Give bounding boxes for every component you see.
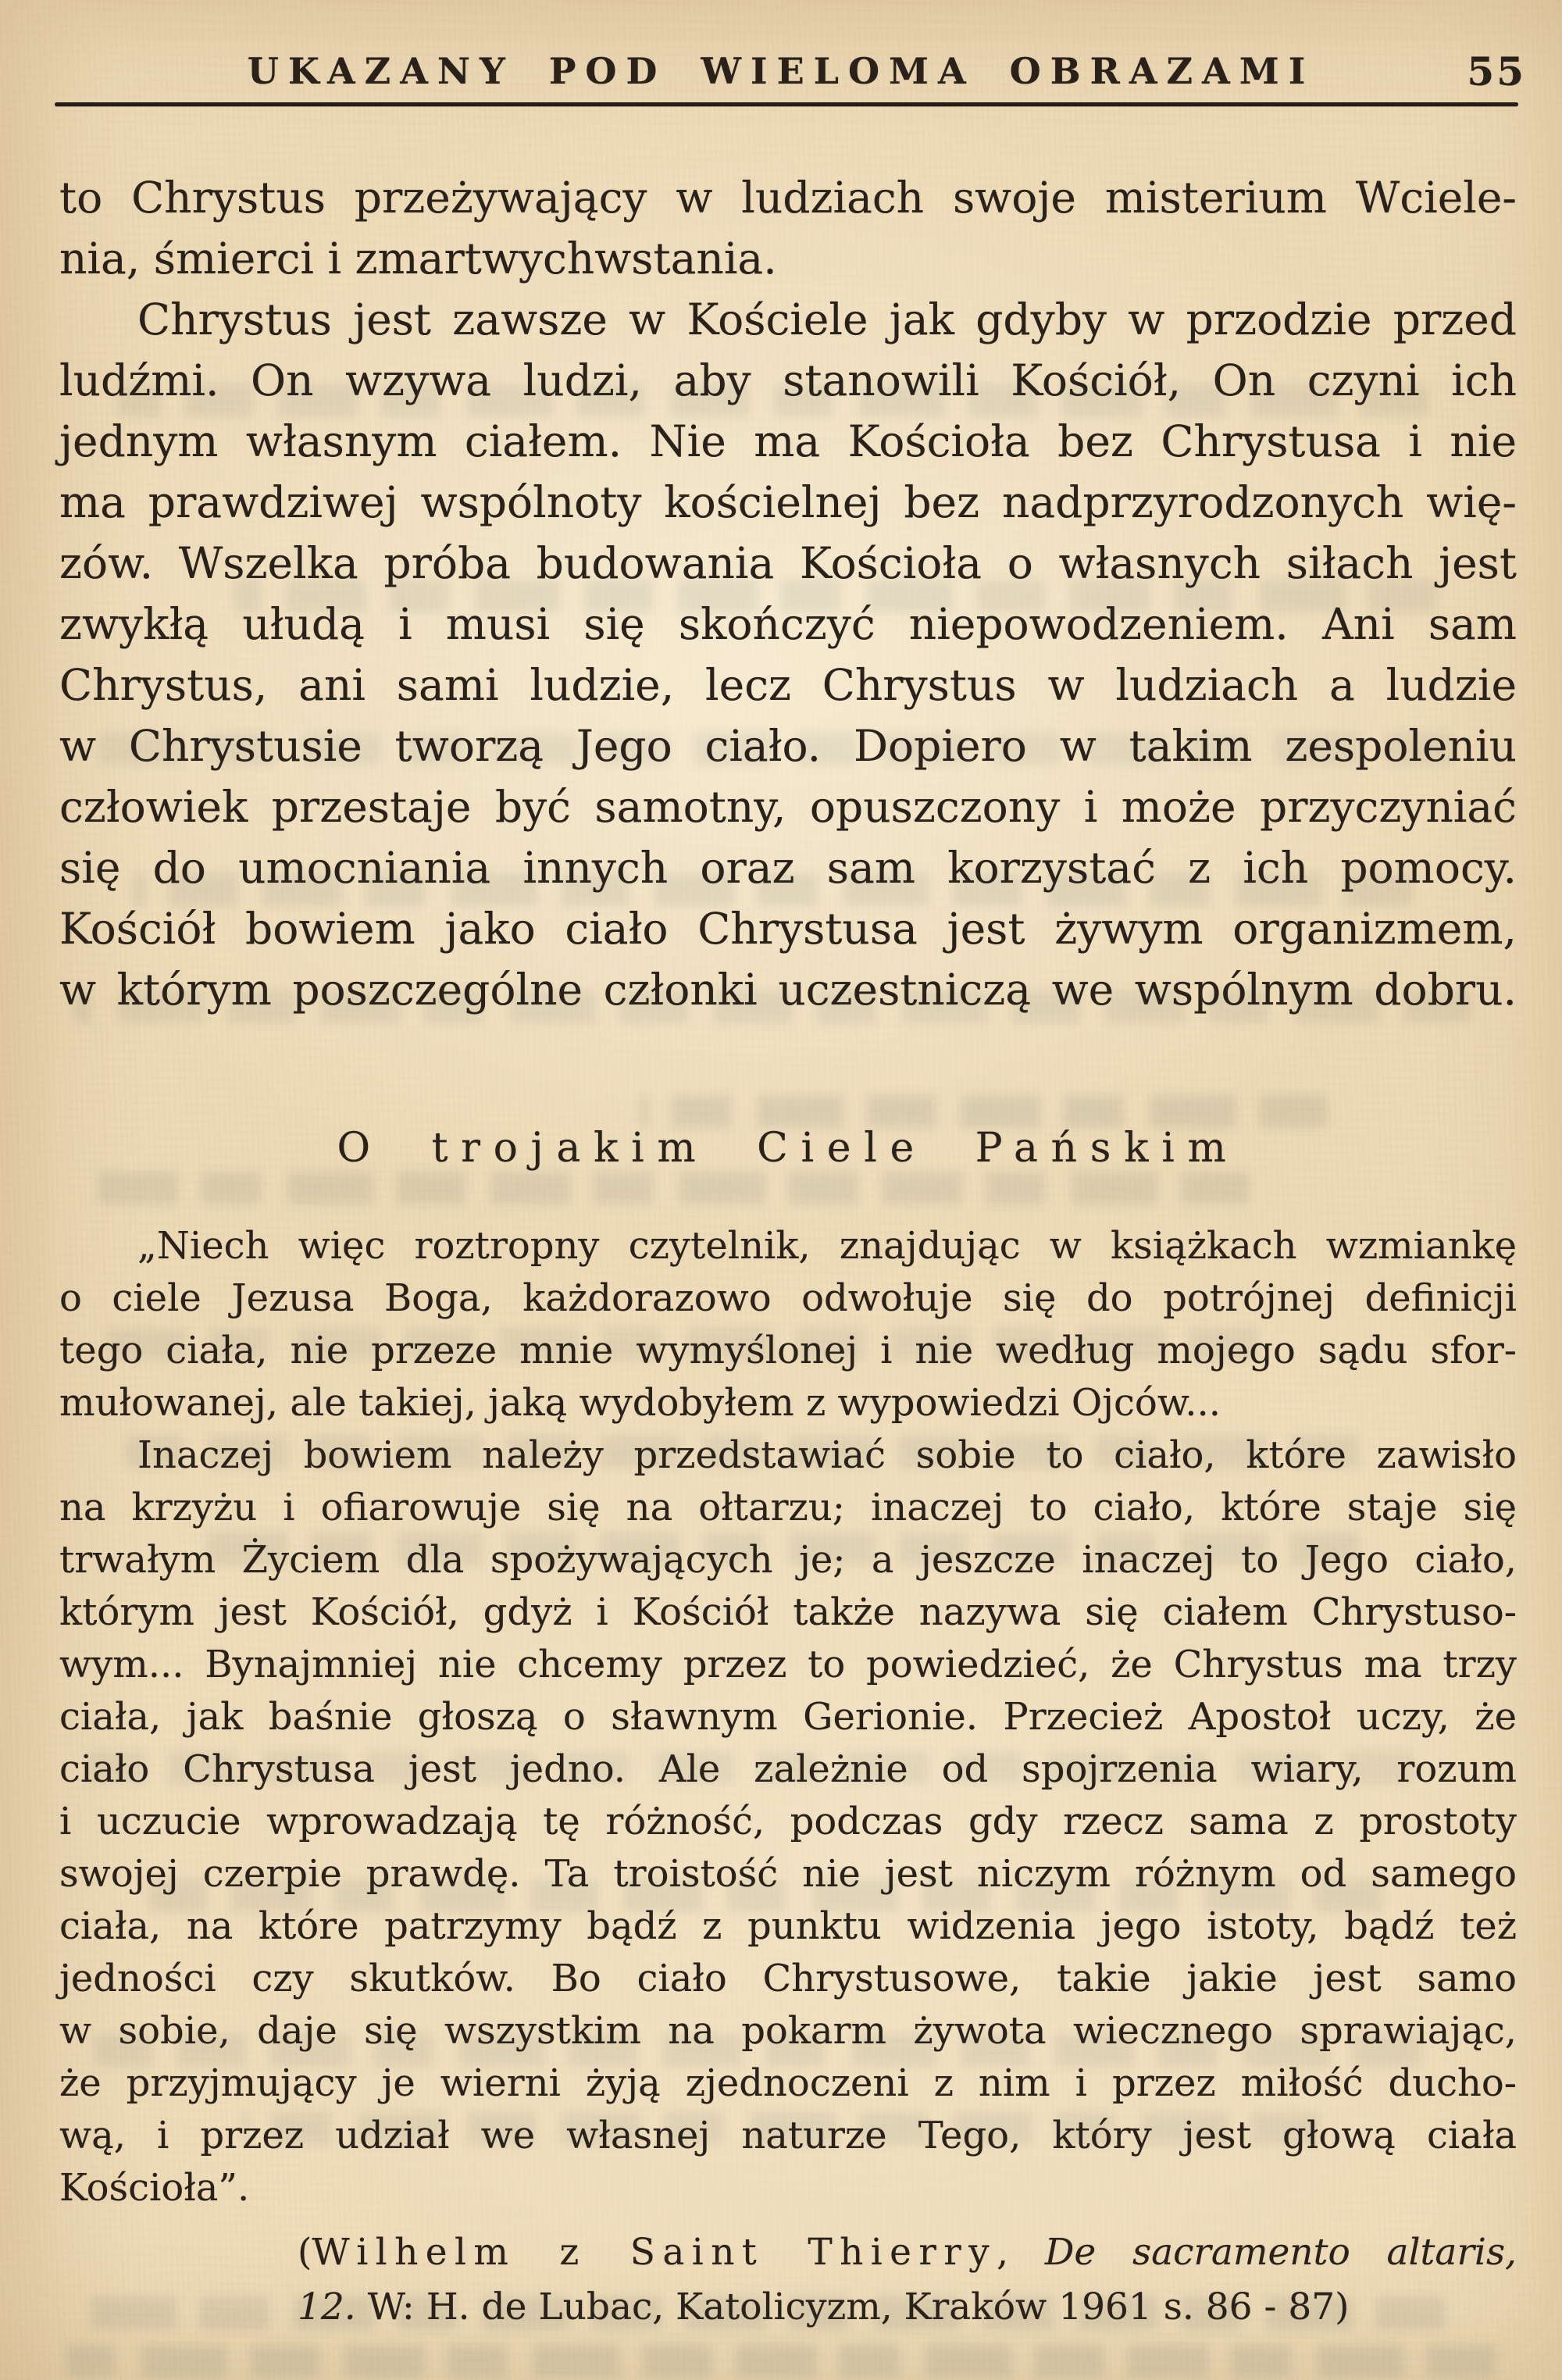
text-line: jedności czy skutków. Bo ciało Chrystusowe, takie jakie jest samo [59, 1957, 1517, 2000]
text-line: i uczucie wprowadzają tę różność, podczas gdy rzecz sama z prostoty [59, 1800, 1517, 1843]
text-line: ma prawdziwej wspólnoty kościelnej bez nadprzyrodzonych wię- [59, 477, 1517, 527]
citation-work-title: 12. [298, 2285, 356, 2328]
citation-author: Wilhelm z Saint Thierry [312, 2231, 997, 2274]
citation-text: W: H. de Lubac, Katolicyzm, Kraków 1961 s. 86 - 87) [355, 2285, 1350, 2328]
citation [59, 2225, 1517, 2335]
paragraph [59, 167, 1517, 289]
paragraph [59, 1429, 1517, 2214]
text-line: ciało Chrystusa jest jedno. Ale zależnie od spojrzenia wiary, rozum [59, 1747, 1517, 1791]
text-line: nia, śmierci i zmartwychwstania. [59, 234, 777, 284]
text-line: Inaczej bowiem należy przedstawiać sobie to ciało, które zawisło [137, 1433, 1517, 1477]
text-line: mułowanej, ale takiej, jaką wydobyłem z wypowiedzi Ojców... [59, 1381, 1221, 1425]
citation-work-title: De sacramento altaris, [1044, 2231, 1517, 2274]
text-line: „Niech więc roztropny czytelnik, znajdując w książkach wzmiankę [137, 1224, 1517, 1268]
text-line: zwykłą ułudą i musi się skończyć niepowodzeniem. Ani sam [59, 599, 1517, 649]
page-body [59, 167, 1517, 2335]
text-line: jednym własnym ciałem. Nie ma Kościoła bez Chrystusa i nie [59, 416, 1517, 466]
text-line: w którym poszczególne członki uczestniczą we wspólnym dobru. [59, 965, 1517, 1015]
text-line: ludźmi. On wzywa ludzi, aby stanowili Kościół, On czyni ich [59, 355, 1517, 405]
text-line: trwałym Życiem dla spożywających je; a jeszcze inaczej to Jego ciało, [59, 1538, 1517, 1582]
text-line: zów. Wszelka próba budowania Kościoła o własnych siłach jest [59, 538, 1517, 588]
text-line: ciała, na które patrzymy bądź z punktu widzenia jego istoty, bądź też [59, 1904, 1517, 1948]
text-line: ciała, jak baśnie głoszą o sławnym Gerionie. Przecież Apostoł uczy, że [59, 1695, 1517, 1739]
text-line: Chrystus jest zawsze w Kościele jak gdyby w przodzie przed [137, 294, 1517, 344]
text-line: którym jest Kościół, gdyż i Kościół także nazywa się ciałem Chrystuso- [59, 1590, 1517, 1634]
citation-line [298, 2225, 1517, 2280]
text-line: tego ciała, nie przeze mnie wymyślonej i nie według mojego sądu sfor- [59, 1329, 1517, 1372]
text-line: w Chrystusie tworzą Jego ciało. Dopiero w takim zespoleniu [59, 721, 1517, 771]
text-line: człowiek przestaje być samotny, opuszczony i może przyczyniać [59, 782, 1517, 832]
text-line: o ciele Jezusa Boga, każdorazowo odwołuje się do potrójnej definicji [59, 1276, 1517, 1320]
text-line: się do umocniania innych oraz sam korzystać z ich pomocy. [59, 843, 1517, 893]
citation-line [298, 2280, 1517, 2335]
text-line: na krzyżu i ofiarowuje się na ołtarzu; inaczej to ciało, które staje się [59, 1486, 1517, 1529]
paragraph [59, 1220, 1517, 1429]
text-line: że przyjmujący je wierni żyją zjednoczeni z nim i przez miłość ducho- [59, 2061, 1517, 2105]
citation-text: , [997, 2231, 1045, 2274]
text-line: Kościoła”. [59, 2166, 250, 2210]
page-number: 55 [1467, 48, 1526, 95]
text-line: w sobie, daje się wszystkim na pokarm żywota wiecznego sprawiając, [59, 2009, 1517, 2053]
text-line: to Chrystus przeżywający w ludziach swoje misterium Wciele- [59, 173, 1517, 223]
text-line: Chrystus, ani sami ludzie, lecz Chrystus w ludziach a ludzie [59, 660, 1517, 710]
running-header: UKAZANY POD WIELOMA OBRAZAMI [247, 50, 1315, 92]
text-line: Kościół bowiem jako ciało Chrystusa jest żywym organizmem, [59, 904, 1517, 954]
section-heading: O trojakim Ciele Pańskim [337, 1125, 1239, 1172]
paragraph [59, 289, 1517, 1020]
text-line: wym... Bynajmniej nie chcemy przez to powiedzieć, że Chrystus ma trzy [59, 1643, 1517, 1686]
text-line: wą, i przez udział we własnej naturze Tego, który jest głową ciała [59, 2114, 1517, 2157]
text-line: swojej czerpie prawdę. Ta troistość nie jest niczym różnym od samego [59, 1852, 1517, 1896]
header-rule [55, 102, 1518, 106]
citation-text: ( [298, 2231, 312, 2274]
